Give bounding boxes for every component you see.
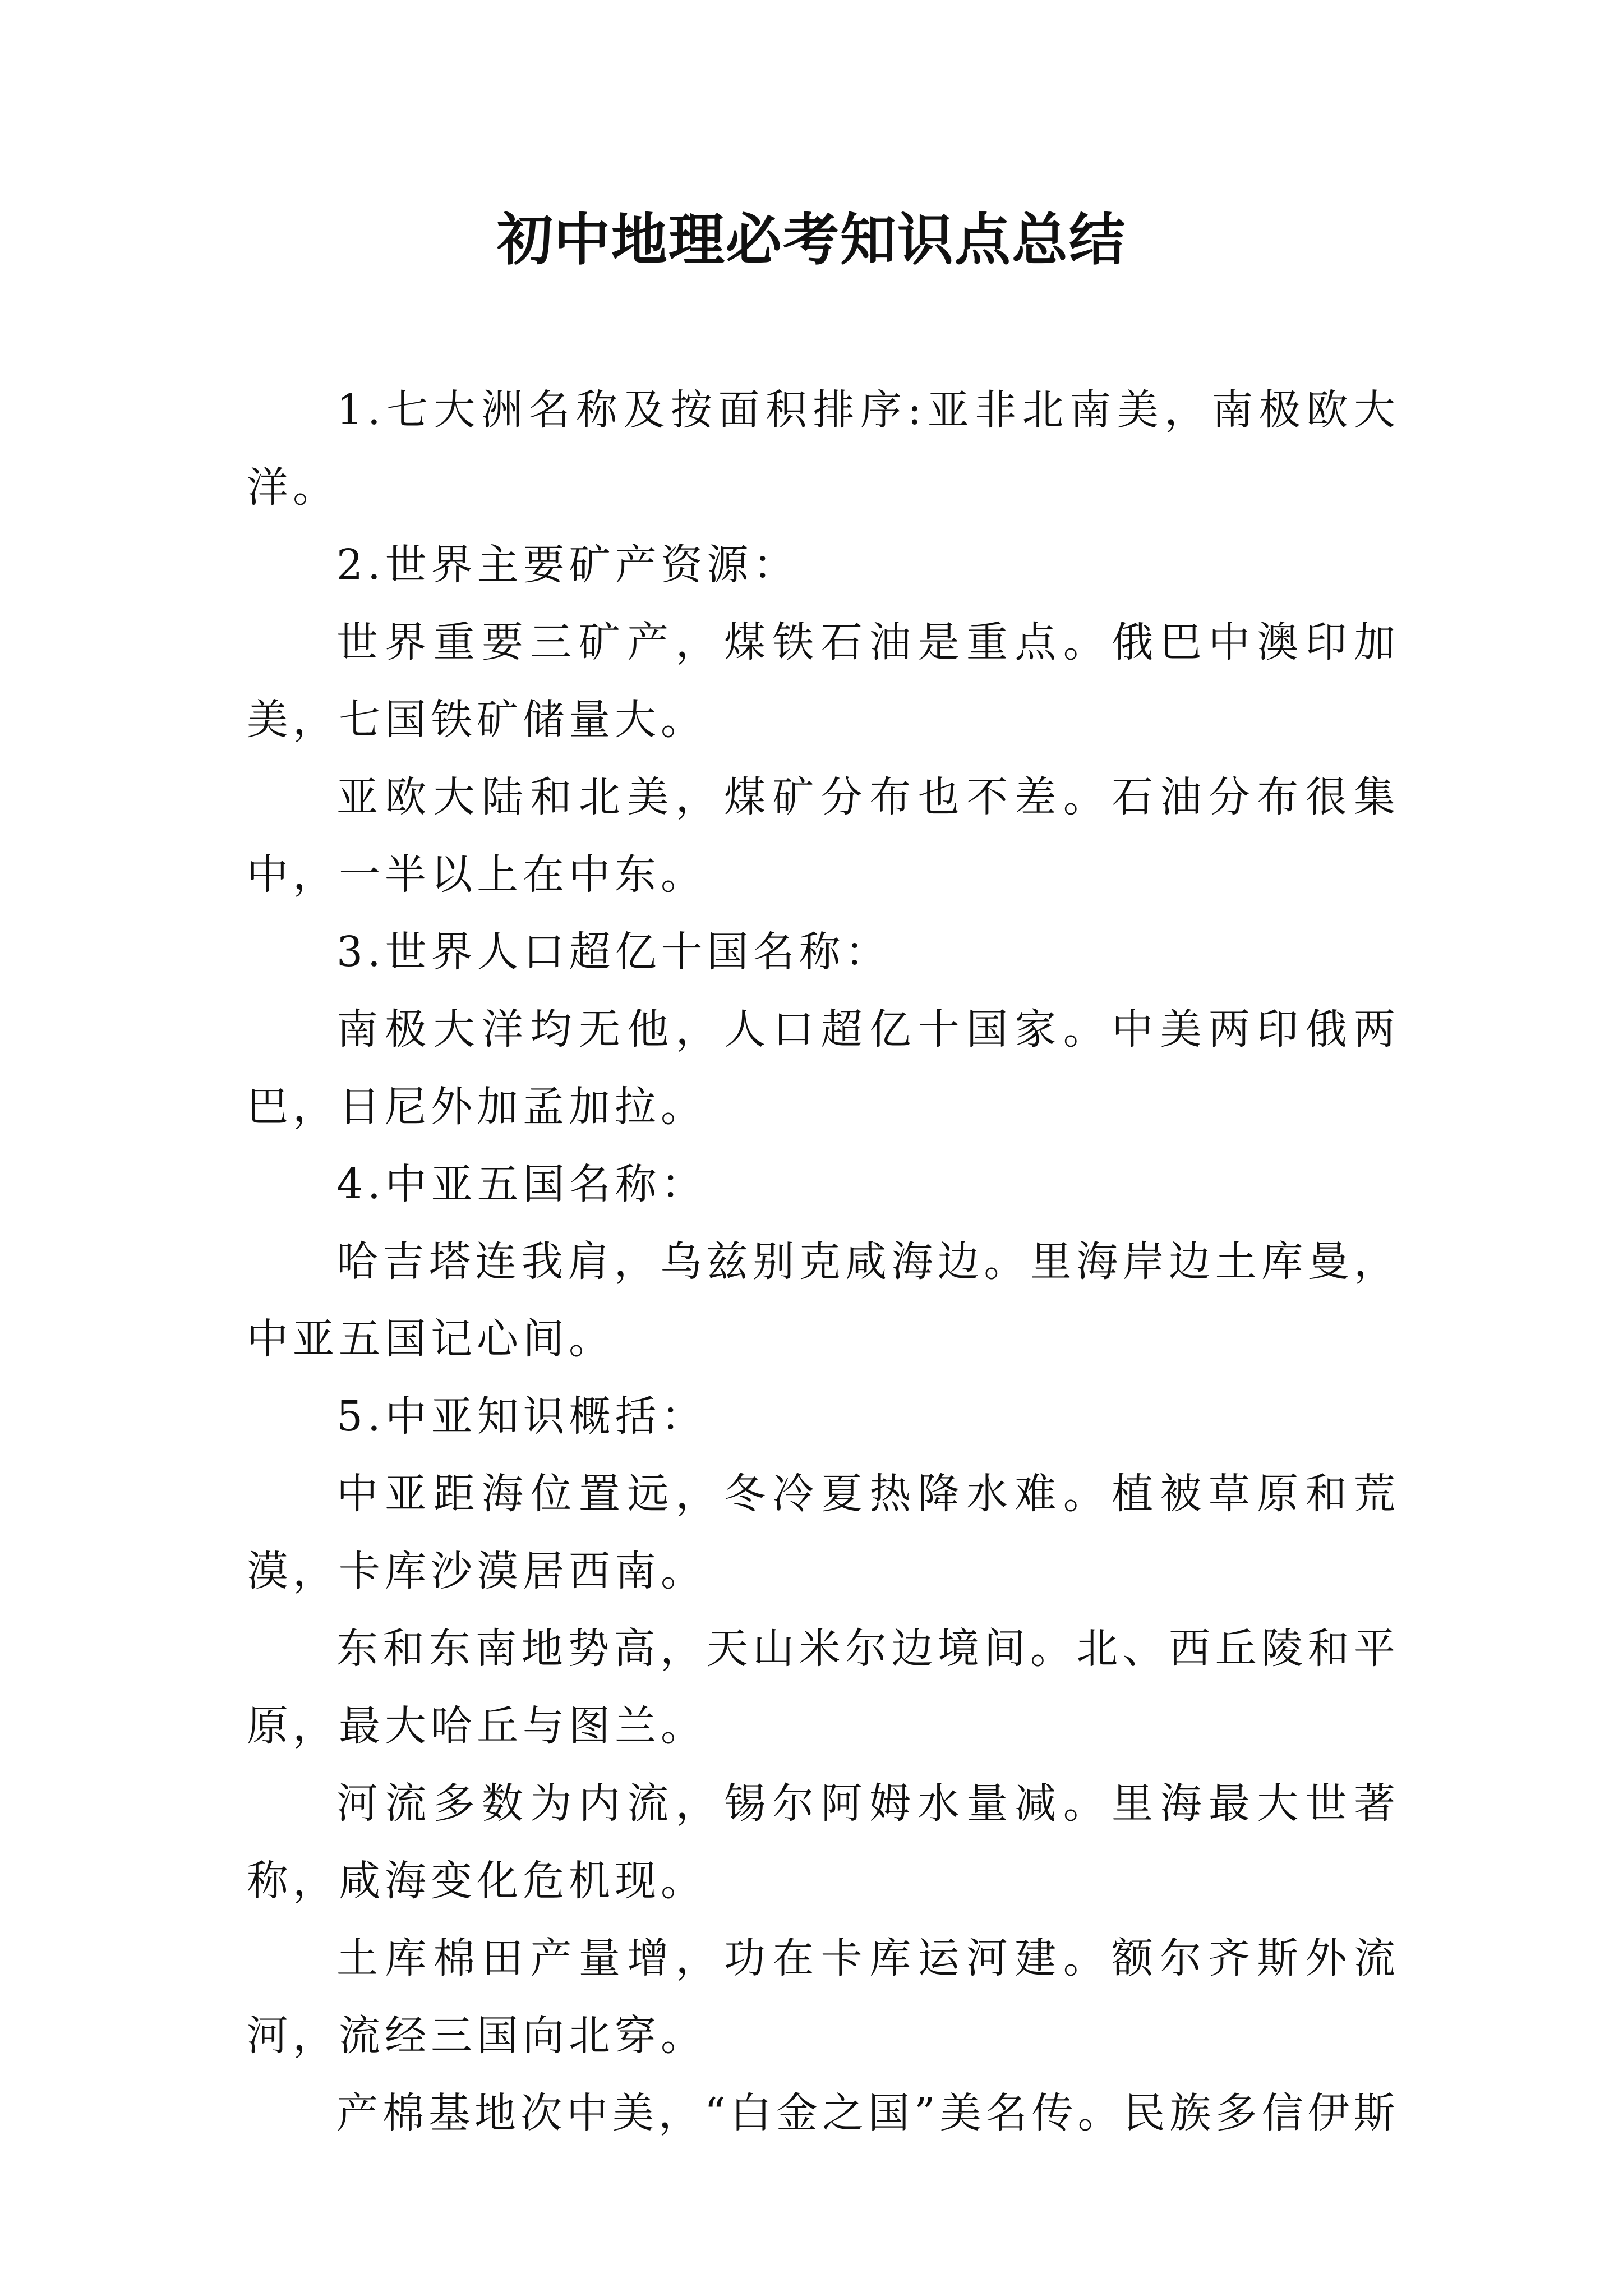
paragraph-14: 产棉基地次中美，“白金之国”美名传。民族多信伊斯	[336, 2089, 1400, 2137]
paragraph-4: 亚欧大陆和北美，煤矿分布也不差。石油分布很集中，一半以上在中东。	[247, 773, 1400, 899]
document-body	[247, 371, 1400, 2152]
paragraph-13: 土库棉田产量增，功在卡库运河建。额尔齐斯外流河，流经三国向北穿。	[247, 1934, 1400, 2060]
paragraph-2: 2.世界主要矿产资源：	[336, 541, 799, 589]
paragraph-5: 3.世界人口超亿十国名称：	[336, 928, 891, 976]
paragraph-12: 河流多数为内流，锡尔阿姆水量减。里海最大世著称，咸海变化危机现。	[247, 1779, 1400, 1905]
paragraph-10: 中亚距海位置远，冬冷夏热降水难。植被草原和荒漠，卡库沙漠居西南。	[247, 1470, 1400, 1595]
paragraph-7: 4.中亚五国名称：	[336, 1160, 707, 1208]
paragraph-9: 5.中亚知识概括：	[336, 1392, 707, 1441]
paragraph-8: 哈吉塔连我肩，乌兹别克咸海边。里海岸边土库曼，中亚五国记心间。	[247, 1237, 1400, 1363]
document-title: 初中地理必考知识点总结	[497, 206, 1126, 273]
paragraph-6: 南极大洋均无他，人口超亿十国家。中美两印俄两巴，日尼外加孟加拉。	[247, 1005, 1400, 1131]
paragraph-11: 东和东南地势高，天山米尔边境间。北、西丘陵和平原，最大哈丘与图兰。	[247, 1625, 1400, 1750]
paragraph-3: 世界重要三矿产，煤铁石油是重点。俄巴中澳印加美，七国铁矿储量大。	[247, 618, 1400, 744]
paragraph-1: 1.七大洲名称及按面积排序:亚非北南美，南极欧大洋。	[247, 386, 1400, 512]
